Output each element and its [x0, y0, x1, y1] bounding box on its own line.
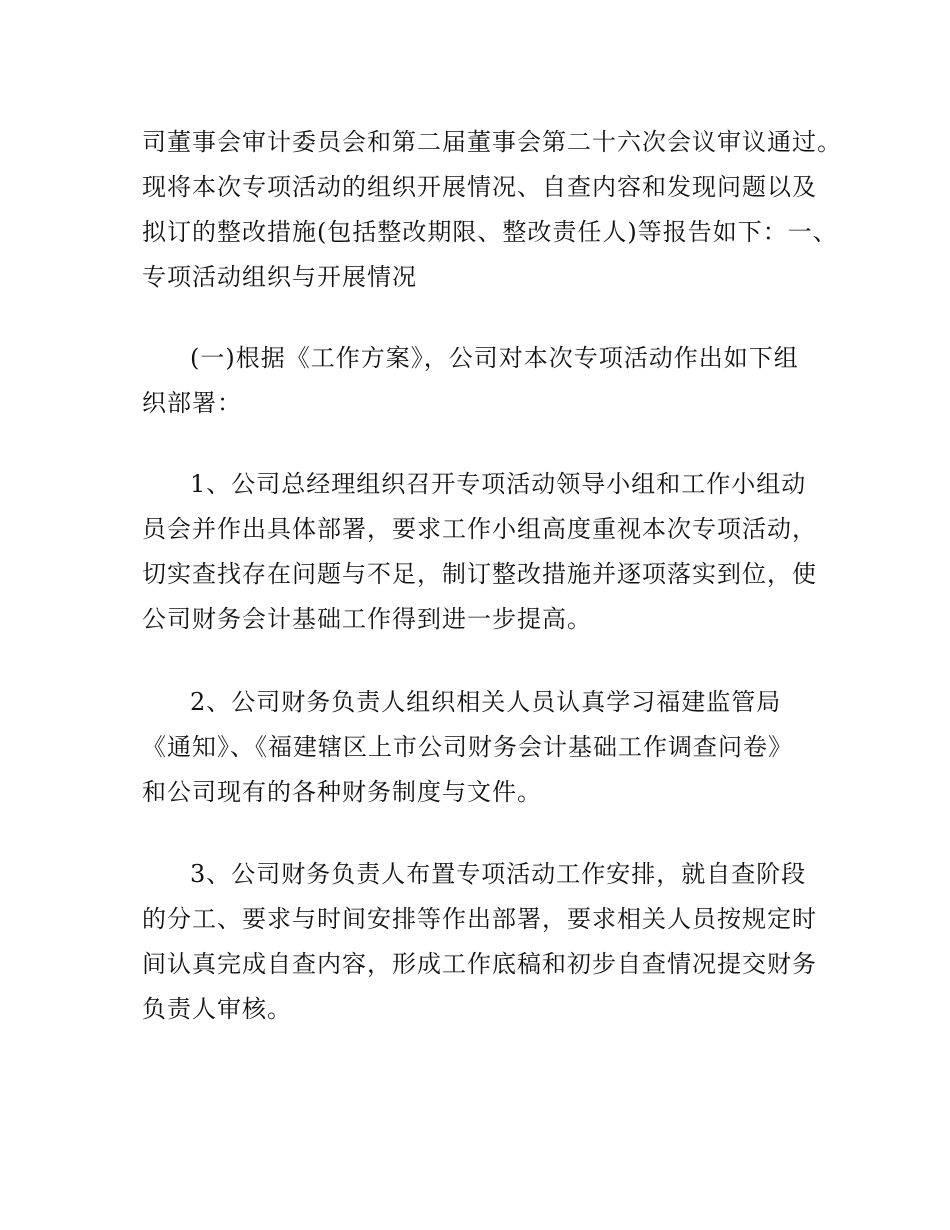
text-line: 负责人审核。 [142, 995, 292, 1023]
text-line: 的分工、要求与时间安排等作出部署，要求相关人员按规定时 [142, 905, 817, 933]
text-line: (一)根据《工作方案》，公司对本次专项活动作出如下组 [190, 344, 799, 372]
paragraph-item-3 [142, 852, 832, 1032]
paragraph-item-2 [142, 680, 832, 815]
text-line: 切实查找存在问题与不足，制订整改措施并逐项落实到位，使 [142, 560, 817, 588]
text-line: 拟订的整改措施(包括整改期限、整改责任人)等报告如下：一、 [142, 218, 838, 246]
text-line: 员会并作出具体部署，要求工作小组高度重视本次专项活动， [142, 515, 817, 543]
text-line: 专项活动组织与开展情况 [142, 263, 417, 291]
text-line: 和公司现有的各种财务制度与文件。 [142, 778, 542, 806]
text-line: 《通知》、《福建辖区上市公司财务会计基础工作调查问卷》 [142, 733, 793, 761]
text-line: 司董事会审计委员会和第二届董事会第二十六次会议审议通过。 [142, 128, 842, 156]
paragraph-section-one [142, 336, 832, 426]
text-line: 公司财务会计基础工作得到进一步提高。 [142, 605, 592, 633]
text-line: 2、公司财务负责人组织相关人员认真学习福建监管局 [190, 688, 782, 716]
text-line: 织部署： [142, 389, 242, 417]
text-line: 3、公司财务负责人布置专项活动工作安排，就自查阶段 [190, 860, 807, 888]
paragraph-item-1 [142, 462, 832, 642]
paragraph-report-intro [142, 120, 842, 300]
text-line: 1、公司总经理组织召开专项活动领导小组和工作小组动 [190, 470, 807, 498]
text-line: 现将本次专项活动的组织开展情况、自查内容和发现问题以及 [142, 173, 817, 201]
text-line: 间认真完成自查内容，形成工作底稿和初步自查情况提交财务 [142, 950, 817, 978]
